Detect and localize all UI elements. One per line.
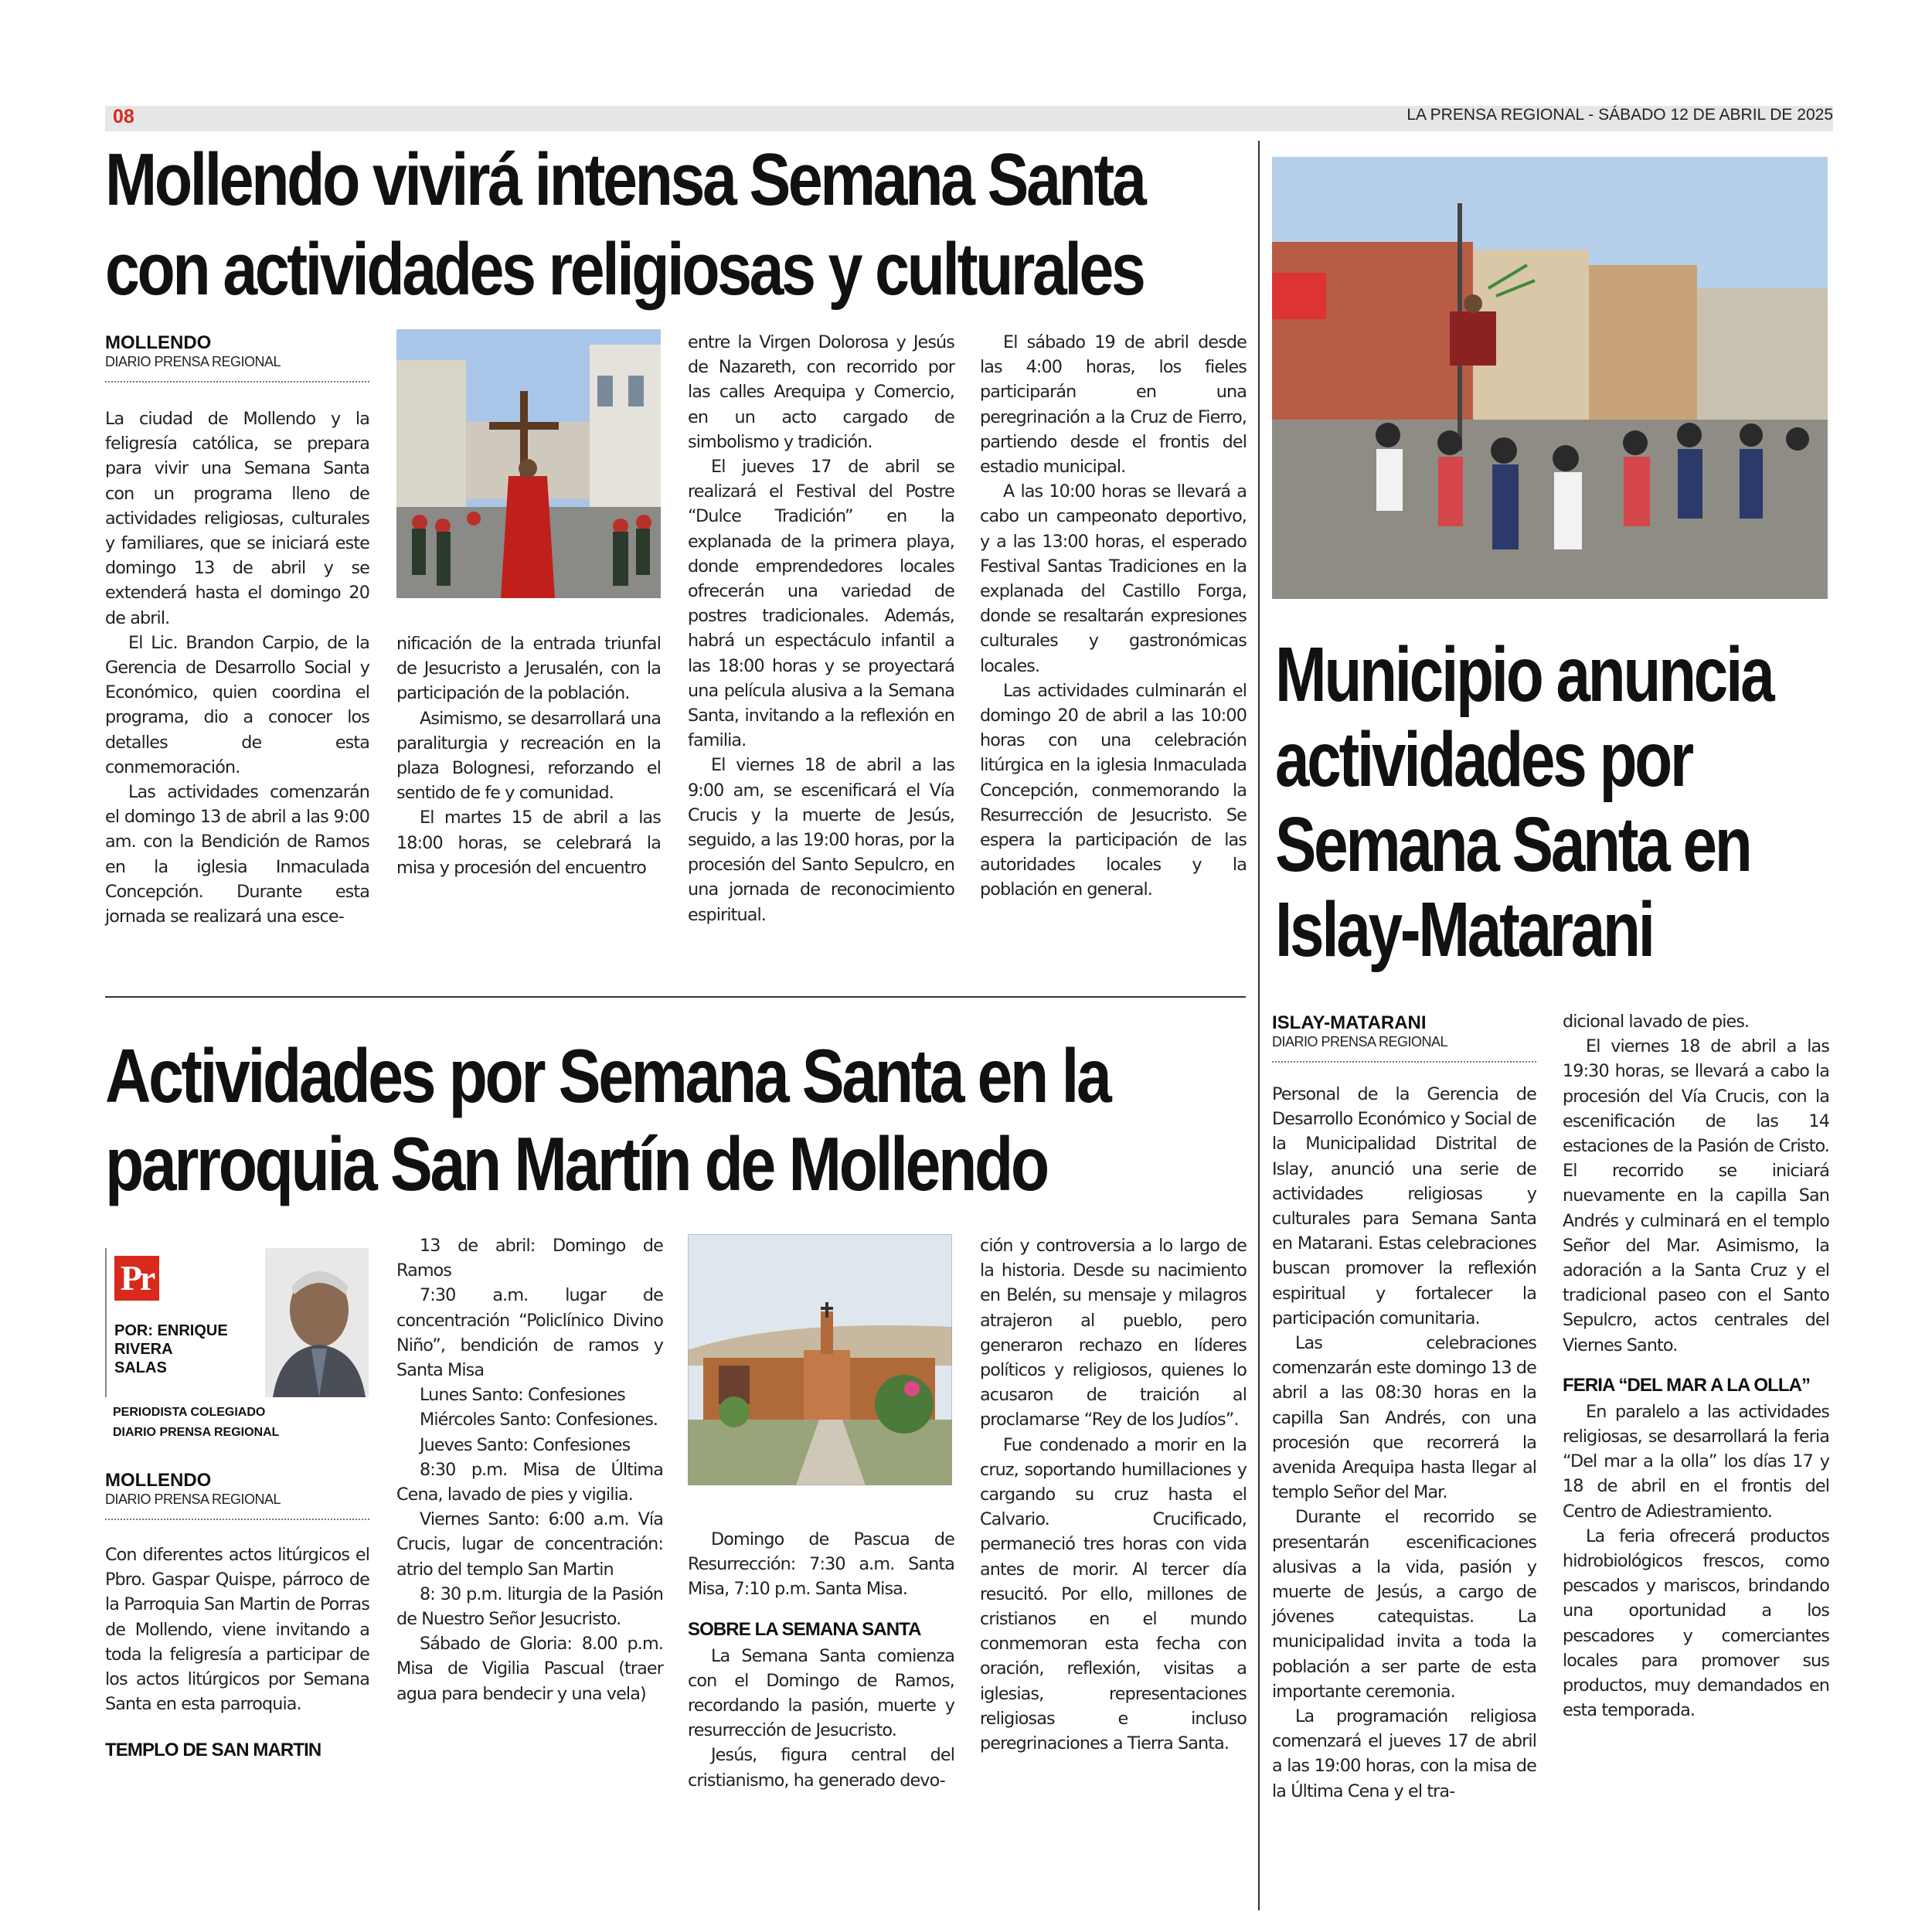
- article3-col1: [105, 1543, 369, 1764]
- author-name: [114, 1321, 246, 1377]
- article1-headline-line1: Mollendo vivirá intensa Semana Santa: [105, 138, 1145, 221]
- page-number: 08: [113, 106, 134, 128]
- article3-col4: [980, 1233, 1247, 1756]
- schedule-item: Viernes Santo: 6:00 a.m. Vía Crucis, lugar de concentración: atrio del templo San Martin: [396, 1509, 663, 1580]
- subheading: TEMPLO DE SAN MARTIN: [105, 1740, 321, 1761]
- paragraph: ción y controversia a lo largo de la historia. Desde su nacimiento en Belén, su mensaje y milagros atrajeron al pueblo, pero generaron rechazo en líderes políticos y religiosos, quienes lo acusaron de traición al proclamarse “Rey de los Judíos”.: [980, 1236, 1247, 1430]
- location: MOLLENDO: [105, 332, 212, 353]
- article1-headline-line2: con actividades religiosas y culturales: [105, 228, 1144, 311]
- source: DIARIO PRENSA REGIONAL: [105, 354, 281, 369]
- article3-headline-line1: Actividades por Semana Santa en la: [105, 1033, 1110, 1118]
- paragraph: nificación de la entrada triunfal de Jesucristo a Jerusalén, con la participación de la población.: [396, 634, 661, 704]
- schedule-item: Domingo de Pascua de Resurrección: 7:30 a.m. Santa Misa, 7:10 p.m. Santa Misa.: [688, 1529, 954, 1600]
- article2-headline-line: Islay-Matarani: [1275, 886, 1653, 973]
- paragraph: El martes 15 de abril a las 18:00 horas, se celebrará la misa y procesión del encuentro: [396, 808, 661, 878]
- location: MOLLENDO: [105, 1470, 212, 1491]
- dotted-divider: [105, 381, 369, 383]
- article1-col1: [105, 406, 369, 929]
- schedule-item: 13 de abril: Domingo de Ramos: [396, 1236, 663, 1281]
- article1-col2: [396, 631, 661, 880]
- article3-byline: [105, 1470, 369, 1520]
- subheading: SOBRE LA SEMANA SANTA: [688, 1618, 921, 1640]
- author-credit: [113, 1403, 376, 1443]
- paragraph: Las celebraciones comenzarán este domingo 13 de abril a las 08:30 horas en la capilla San Andrés, con una procesión que recorrerá la avenida Arequipa hasta llegar al templo Señor del Mar.: [1272, 1333, 1536, 1503]
- paragraph: Las actividades comenzarán el domingo 13 de abril a las 9:00 am. con la Bendición de Ramos en la iglesia Inmaculada Concepción. Durante esta jornada se realizará una esce-: [105, 782, 369, 927]
- schedule-item: Jueves Santo: Confesiones: [420, 1434, 631, 1455]
- schedule-item: Lunes Santo: Confesiones: [420, 1385, 625, 1406]
- location: ISLAY-MATARANI: [1272, 1012, 1427, 1033]
- section-divider-horizontal: [105, 996, 1246, 998]
- article1-col4: [980, 330, 1247, 903]
- article3-col3: [688, 1527, 954, 1793]
- paragraph: Asimismo, se desarrollará una paraliturgia y recreación en la plaza Bolognesi, reforzando el sentido de fe y comunidad.: [396, 708, 661, 804]
- paragraph: Personal de la Gerencia de Desarrollo Económico y Social de la Municipalidad Distrital de Islay, anunció una serie de actividades religiosas y culturales para Semana Santa en Matarani. Estas celebraciones buscan promover la reflexión espiritual y fortalecer la participación comunitaria.: [1272, 1084, 1536, 1328]
- schedule-item: 8: 30 p.m. liturgia de la Pasión de Nuestro Señor Jesucristo.: [396, 1583, 663, 1630]
- source: DIARIO PRENSA REGIONAL: [105, 1492, 281, 1507]
- article2-headline-line: Municipio anuncia: [1275, 631, 1773, 718]
- article1-byline: [105, 332, 369, 383]
- crowd-photo: [1272, 157, 1828, 599]
- paragraph: La feria ofrecerá productos hidrobiológicos frescos, como pescados y mariscos, brindando una oportunidad a los pescadores y comerciantes locales para promover sus productos, muy demandados en esta temporada.: [1563, 1526, 1829, 1721]
- paragraph: El viernes 18 de abril a las 19:30 horas, se llevará a cabo la procesión del Vía Crucis, con la escenificación de las 14 estaciones de la Pasión de Cristo. El recorrido se iniciará nuevamente en la capilla San Andrés y culminará en el templo Señor del Mar. Asimismo, la adoración a la Santa Cruz y el tradicional paseo con el Santo Sepulcro, actos centrales del Viernes Santo.: [1563, 1036, 1829, 1355]
- article1-col3: [688, 330, 954, 927]
- paragraph: El jueves 17 de abril se realizará el Festival del Postre “Dulce Tradición” en la explanada de la primera playa, donde emprendedores locales ofrecerán una variedad de postres tradicionales. Además, habrá un espectáculo infantil a las 18:00 horas y se proyectará una película alusiva a la Semana Santa, invitando a la reflexión en familia.: [688, 457, 954, 751]
- paragraph: La Semana Santa comienza con el Domingo de Ramos, recordando la pasión, muerte y resurrección de Jesucristo.: [688, 1645, 954, 1741]
- column-divider-vertical: [1258, 141, 1260, 1910]
- schedule-item: Miércoles Santo: Confesiones.: [420, 1410, 658, 1430]
- article2-headline-line: actividades por: [1275, 716, 1692, 803]
- masthead: LA PRENSA REGIONAL - SÁBADO 12 DE ABRIL DE 2025: [1406, 106, 1833, 124]
- paragraph: dicional lavado de pies.: [1563, 1012, 1750, 1032]
- article2-headline: [1275, 632, 1832, 972]
- paragraph: Las actividades culminarán el domingo 20 de abril a las 10:00 horas con una celebración litúrgica en la iglesia Inmaculada Concepción, conmemorando la Resurrección de Jesucristo. Se espera la participación de las autoridades locales y la población en general.: [980, 680, 1247, 900]
- schedule-item: 7:30 a.m. lugar de concentración “Policlínico Divino Niño”, bendición de ramos y Santa Misa: [396, 1285, 663, 1381]
- author-name-line: POR: ENRIQUE: [114, 1322, 228, 1339]
- dotted-divider: [105, 1519, 369, 1520]
- paragraph: La ciudad de Mollendo y la feligresía católica, se prepara para vivir una Semana Santa con un programa lleno de actividades religiosas, culturales y familiares, que se iniciará este domingo 13 de abril y se extenderá hasta el domingo 20 de abril.: [105, 409, 369, 628]
- procession-photo: [396, 329, 661, 598]
- article1-headline: [105, 135, 1358, 315]
- author-name-line: RIVERA: [114, 1341, 173, 1358]
- paragraph: En paralelo a las actividades religiosas, se desarrollará la feria “Del mar a la olla” los días 17 y 18 de abril en el frontis del Centro de Adiestramiento.: [1563, 1401, 1829, 1522]
- paragraph: Con diferentes actos litúrgicos el Pbro. Gaspar Quispe, párroco de la Parroquia San Martin de Porras de Mollendo, viene invitando a toda la feligresía a participar de los actos litúrgicos por Semana Santa en esta parroquia.: [105, 1545, 369, 1715]
- paragraph: El Lic. Brandon Carpio, de la Gerencia de Desarrollo Social y Económico, quien coordina el programa, dio a conocer los detalles de esta conmemoración.: [105, 632, 369, 777]
- author-name-line: SALAS: [114, 1359, 167, 1376]
- paragraph: Durante el recorrido se presentarán escenificaciones alusivas a la vida, pasión y muerte de Jesús, a cargo de jóvenes catequistas. La municipalidad invita a toda la población a ser parte de esta importante ceremonia.: [1272, 1507, 1536, 1702]
- paragraph: La programación religiosa comenzará el jueves 17 de abril a las 19:00 horas, con la misa de la Última Cena y el tra-: [1272, 1706, 1536, 1801]
- paragraph: El sábado 19 de abril desde las 4:00 horas, los fieles participarán en una peregrinación a la Cruz de Fierro, partiendo desde el frontis del estadio municipal.: [980, 332, 1247, 478]
- schedule-item: Sábado de Gloria: 8.00 p.m. Misa de Vigilia Pascual (traer agua para bendecir y una vela): [396, 1634, 663, 1704]
- author-photo: [265, 1248, 369, 1397]
- article2-headline-line: Semana Santa en: [1275, 801, 1750, 888]
- article3-headline: [105, 1032, 1358, 1208]
- article3-headline-line2: parroquia San Martín de Mollendo: [105, 1121, 1047, 1206]
- author-box: [105, 1248, 369, 1397]
- article2-col2: [1563, 1009, 1829, 1723]
- paragraph: Fue condenado a morir en la cruz, soportando humillaciones y cargando su cruz hasta el Calvario. Crucificado, permaneció tres horas con vida antes de morir. Al tercer día resucitó. Por ello, millones de cristianos en el mundo conmemoran esta fecha con oración, reflexión, visitas a iglesias, representaciones religiosas e incluso peregrinaciones a Tierra Santa.: [980, 1434, 1247, 1754]
- author-source: DIARIO PRENSA REGIONAL: [113, 1426, 280, 1439]
- paragraph: Jesús, figura central del cristianismo, ha generado devo-: [688, 1745, 954, 1791]
- article3-col2: [396, 1233, 663, 1706]
- church-photo: [688, 1234, 952, 1485]
- paragraph: A las 10:00 horas se llevará a cabo un campeonato deportivo, y a las 13:00 horas, el esperado Festival Santas Tradiciones en la explanada del Castillo Forga, donde se resaltarán expresiones culturales y gastronómicas locales.: [980, 481, 1247, 676]
- paragraph: El viernes 18 de abril a las 9:00 am, se escenificará el Vía Crucis y la muerte de Jesús, seguido, a las 19:00 horas, por la procesión del Santo Sepulcro, en una jornada de reconocimiento espiritual.: [688, 755, 954, 925]
- schedule-item: 8:30 p.m. Misa de Última Cena, lavado de pies y vigilia.: [396, 1459, 663, 1505]
- source: DIARIO PRENSA REGIONAL: [1272, 1034, 1448, 1049]
- paragraph: entre la Virgen Dolorosa y Jesús de Nazareth, con recorrido por las calles Arequipa y Comercio, en un acto cargado de simbolismo y tradición.: [688, 332, 954, 452]
- subheading: FERIA “DEL MAR A LA OLLA”: [1563, 1374, 1811, 1396]
- logo: Pr: [114, 1256, 159, 1301]
- author-role: PERIODISTA COLEGIADO: [113, 1406, 266, 1419]
